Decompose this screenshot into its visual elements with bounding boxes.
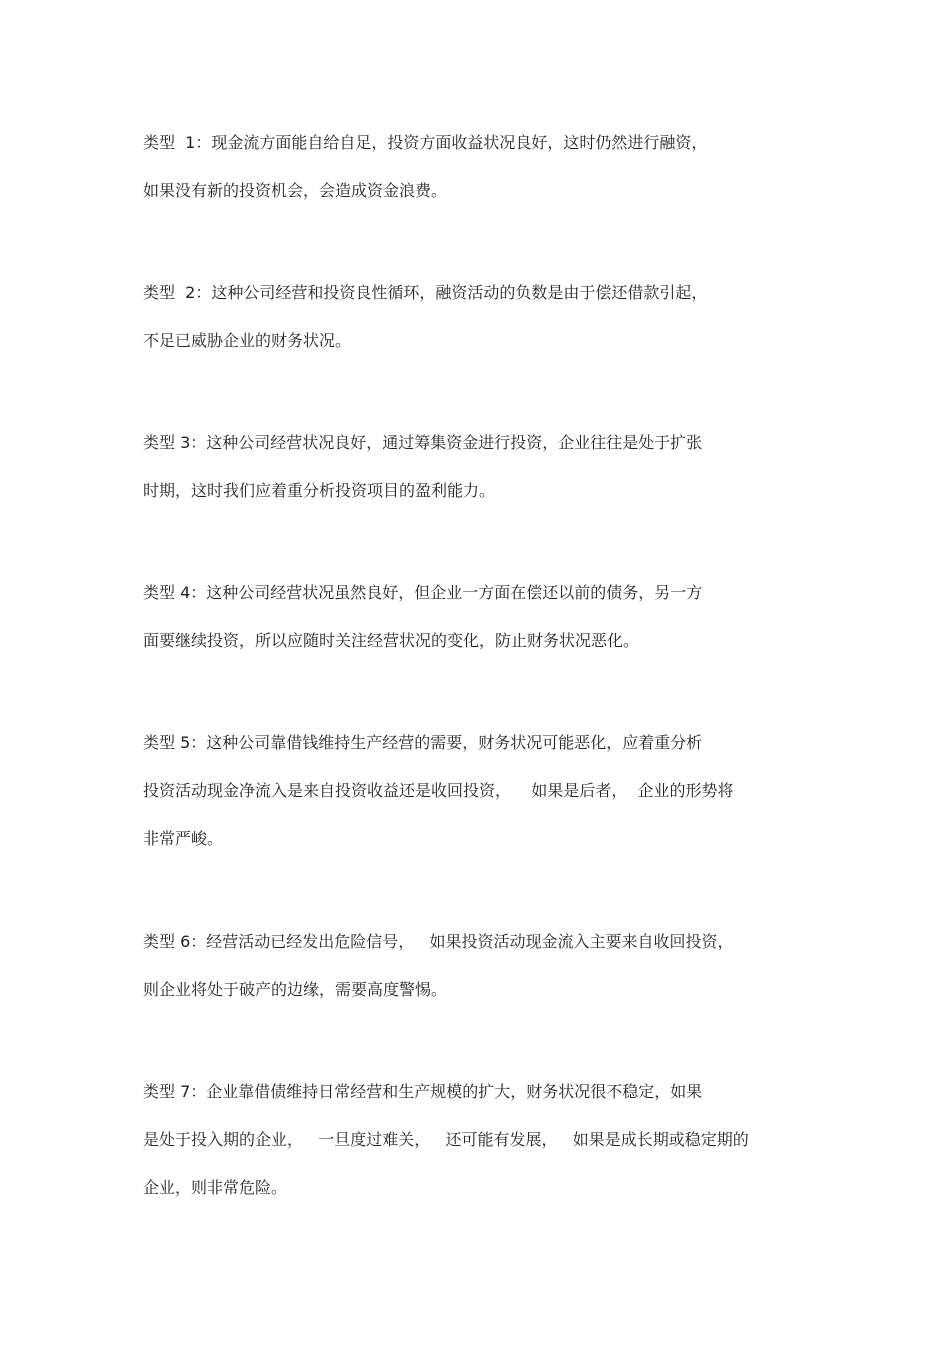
paragraph-type-7 [143,1081,823,1199]
paragraph-line: 类型 3：这种公司经营状况良好，通过筹集资金进行投资，企业往往是处于扩张 [143,433,703,452]
paragraph-type-1 [143,132,823,202]
paragraph-line: 类型 1：现金流方面能自给自足，投资方面收益状况良好，这时仍然进行融资， [143,133,708,152]
paragraph-type-2 [143,282,823,352]
paragraph-type-3 [143,432,823,502]
paragraph-line: 企业，则非常危险。 [143,1178,288,1197]
paragraph-line: 类型 5：这种公司靠借钱维持生产经营的需要，财务状况可能恶化，应着重分析 [143,733,703,752]
paragraph-type-5 [143,732,823,850]
paragraph-line: 则企业将处于破产的边缘，需要高度警惕。 [143,980,448,999]
paragraph-line: 如果没有新的投资机会，会造成资金浪费。 [143,181,448,200]
paragraph-line: 是处于投入期的企业， 一旦度过难关， 还可能有发展， 如果是成长期或稳定期的 [143,1130,749,1149]
paragraph-line: 非常严峻。 [143,829,224,848]
paragraph-line: 类型 2：这种公司经营和投资良性循环，融资活动的负数是由于偿还借款引起， [143,283,708,302]
paragraph-line: 类型 7：企业靠借债维持日常经营和生产规模的扩大，财务状况很不稳定，如果 [143,1082,703,1101]
paragraph-line: 面要继续投资，所以应随时关注经营状况的变化，防止财务状况恶化。 [143,631,640,650]
paragraph-line: 投资活动现金净流入是来自投资收益还是收回投资， 如果是后者， 企业的形势将 [143,781,734,800]
paragraph-line: 时期，这时我们应着重分析投资项目的盈利能力。 [143,481,496,500]
paragraph-type-6 [143,931,823,1001]
paragraph-line: 不足已威胁企业的财务状况。 [143,331,352,350]
paragraph-type-4 [143,582,823,652]
paragraph-line: 类型 6：经营活动已经发出危险信号， 如果投资活动现金流入主要来自收回投资， [143,932,734,951]
paragraph-line: 类型 4：这种公司经营状况虽然良好，但企业一方面在偿还以前的债务，另一方 [143,583,703,602]
